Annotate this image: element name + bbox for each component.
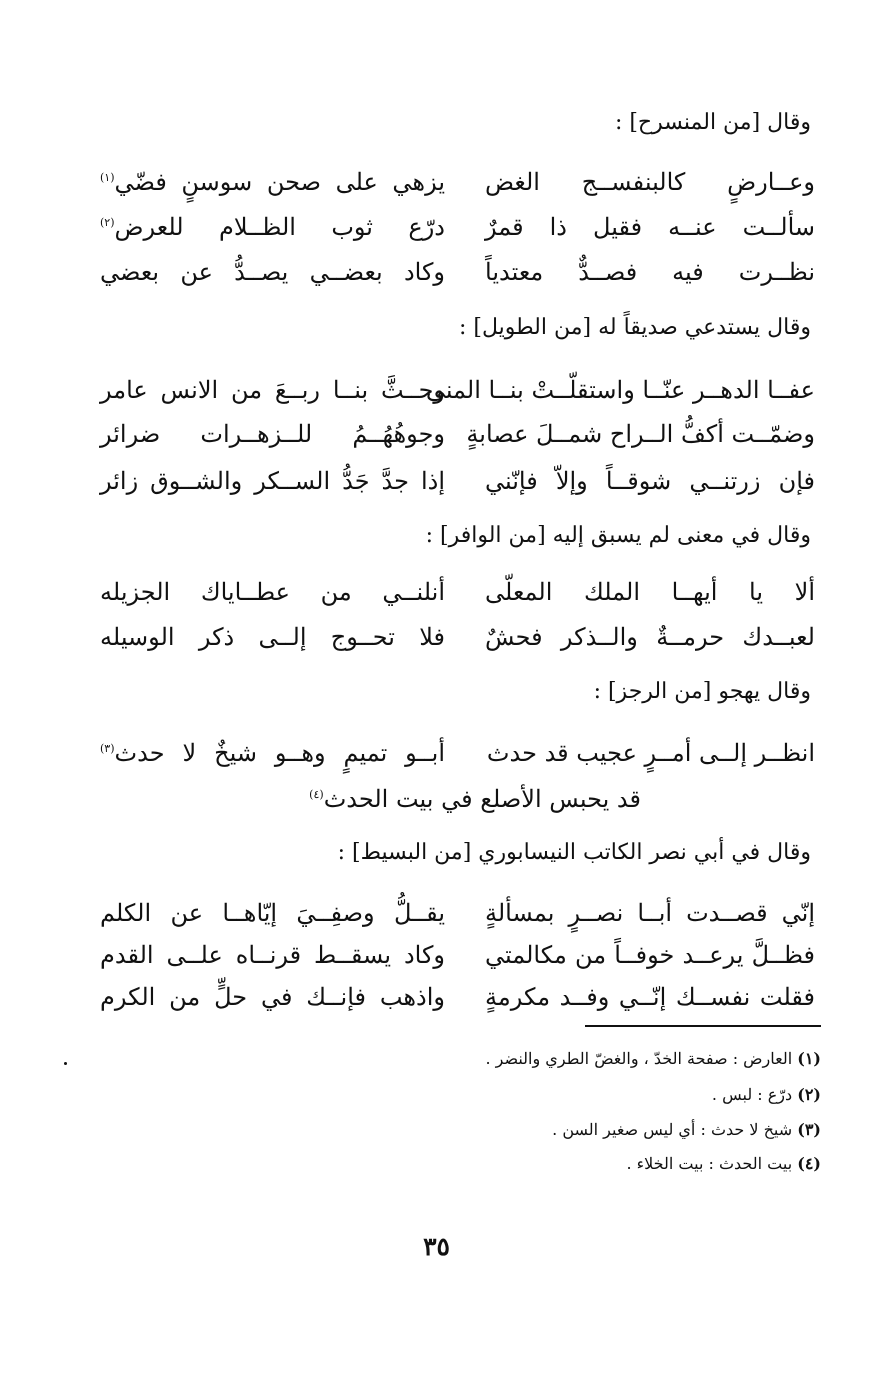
verse-line — [100, 977, 815, 1017]
footnote-marker: (٢) — [100, 216, 115, 229]
verse-line — [100, 935, 815, 975]
verse-second-hemistich — [100, 162, 445, 202]
verse-second-hemistich — [100, 207, 445, 247]
footnote-number: (٤) — [797, 1154, 821, 1173]
footnote-number: (١) — [797, 1049, 821, 1068]
verse-first-hemistich: ألا يا أيهــا الملك المعلّى — [485, 578, 815, 606]
poem-intro: وقال في معنى لم يسبق إليه [من الوافر] : — [425, 523, 811, 548]
page-speck — [64, 1062, 67, 1065]
verse-second-hemistich: إذا جدَّ جَدُّ الســكر والشــوق زائر — [100, 467, 445, 495]
footnote — [712, 1083, 821, 1107]
footnote-text: شيخ لا حدث : أي ليس صغير السن . — [552, 1120, 793, 1139]
poem-intro: وقال يهجو [من الرجز] : — [593, 679, 811, 704]
verse-first-hemistich: إنّي قصــدت أبــا نصــرٍ بمسألةٍ — [485, 899, 815, 927]
verse-first-hemistich: فظــلَّ يرعــد خوفــاً من مكالمتي — [485, 941, 815, 969]
verse-first-hemistich: فقلت نفســك إنّــي وفــد مكرمةٍ — [485, 983, 815, 1011]
footnote-marker: (٣) — [100, 742, 115, 755]
poem-intro: وقال [من المنسرح] : — [614, 110, 811, 135]
verse-second-hemistich: واذهب فإنــك في حلٍّ من الكرم — [100, 983, 445, 1011]
verse-line — [100, 414, 815, 454]
verse-second-hemistich: فلا تحــوج إلــى ذكر الوسيله — [100, 623, 445, 651]
verse-first-hemistich: نظــرت فيه فصــدٌّ معتدياً — [485, 258, 815, 286]
poem-intro: وقال يستدعي صديقاً له [من الطويل] : — [459, 315, 811, 340]
verse-line — [100, 733, 815, 773]
footnote-number: (٣) — [797, 1120, 821, 1139]
footnote — [552, 1118, 821, 1142]
verse-second-hemistich — [100, 733, 445, 773]
poem-intro: وقال في أبي نصر الكاتب النيسابوري [من البسيط] : — [337, 840, 811, 865]
verse-first-hemistich: سألــت عنــه فقيل ذا قمرٌ — [485, 213, 815, 241]
footnote-text: بيت الحدث : بيت الخلاء . — [626, 1154, 793, 1173]
verse-second-hemistich: يقــلُّ وصفِــيَ إيّاهــا عن الكلم — [100, 899, 445, 927]
verse-line — [100, 252, 815, 292]
verse-line — [100, 370, 815, 410]
footnote — [485, 1047, 821, 1071]
footnote — [626, 1152, 821, 1176]
verse-first-hemistich: انظــر إلــى أمــرٍ عجيب قد حدث — [486, 739, 815, 767]
footnote-text: العارض : صفحة الخدّ ، والغضّ الطري والنضر . — [485, 1049, 793, 1068]
verse-second-hemistich: وحــثَّ بنــا ربــعَ من الانس عامر — [100, 376, 445, 404]
verse-line — [100, 572, 815, 612]
page-number: ٣٥ — [423, 1232, 450, 1261]
verse-line — [100, 162, 815, 202]
verse-first-hemistich: فإن زرتنــي شوقــاً وإلاّ فإنّني — [485, 467, 815, 495]
verse-second-hemistich: وجوهُهُــمُ للــزهــرات ضرائر — [100, 420, 445, 448]
hemistich-text: أبــو تميمٍ وهــو شيخٌ لا حدث — [114, 739, 445, 767]
verse-single-hemistich — [309, 779, 641, 819]
footnote-divider — [585, 1025, 821, 1027]
verse-line — [100, 617, 815, 657]
hemistich-text: يزهي على صحن سوسنٍ فضّي — [114, 168, 445, 196]
verse-line — [100, 461, 815, 501]
verse-first-hemistich: وعــارضٍ كالبنفســج الغض — [485, 168, 815, 196]
verse-line — [100, 207, 815, 247]
verse-second-hemistich: وكاد بعضــي يصــدُّ عن بعضي — [100, 258, 445, 286]
verse-second-hemistich: وكاد يسقــط قرنــاه علــى القدم — [100, 941, 445, 969]
footnote-text: درّع : لبس . — [711, 1085, 793, 1104]
hemistich-text: درّع ثوب الظــلام للعرض — [114, 213, 445, 241]
verse-line — [100, 893, 815, 933]
verse-first-hemistich: وضمّــت أكفُّ الــراح شمــلَ عصابةٍ — [466, 420, 815, 448]
verse-first-hemistich: لعبــدك حرمــةٌ والــذكر فحشٌ — [485, 623, 815, 651]
verse-first-hemistich: عفــا الدهــر عنّــا واستقلّــتْ بنــا المنى — [425, 376, 815, 404]
footnote-marker: (٤) — [309, 788, 324, 801]
footnote-number: (٢) — [797, 1085, 821, 1104]
verse-second-hemistich: أنلنــي من عطــاياك الجزيله — [100, 578, 445, 606]
hemistich-text: قد يحبس الأصلع في بيت الحدث — [323, 785, 641, 813]
footnote-marker: (١) — [100, 171, 115, 184]
